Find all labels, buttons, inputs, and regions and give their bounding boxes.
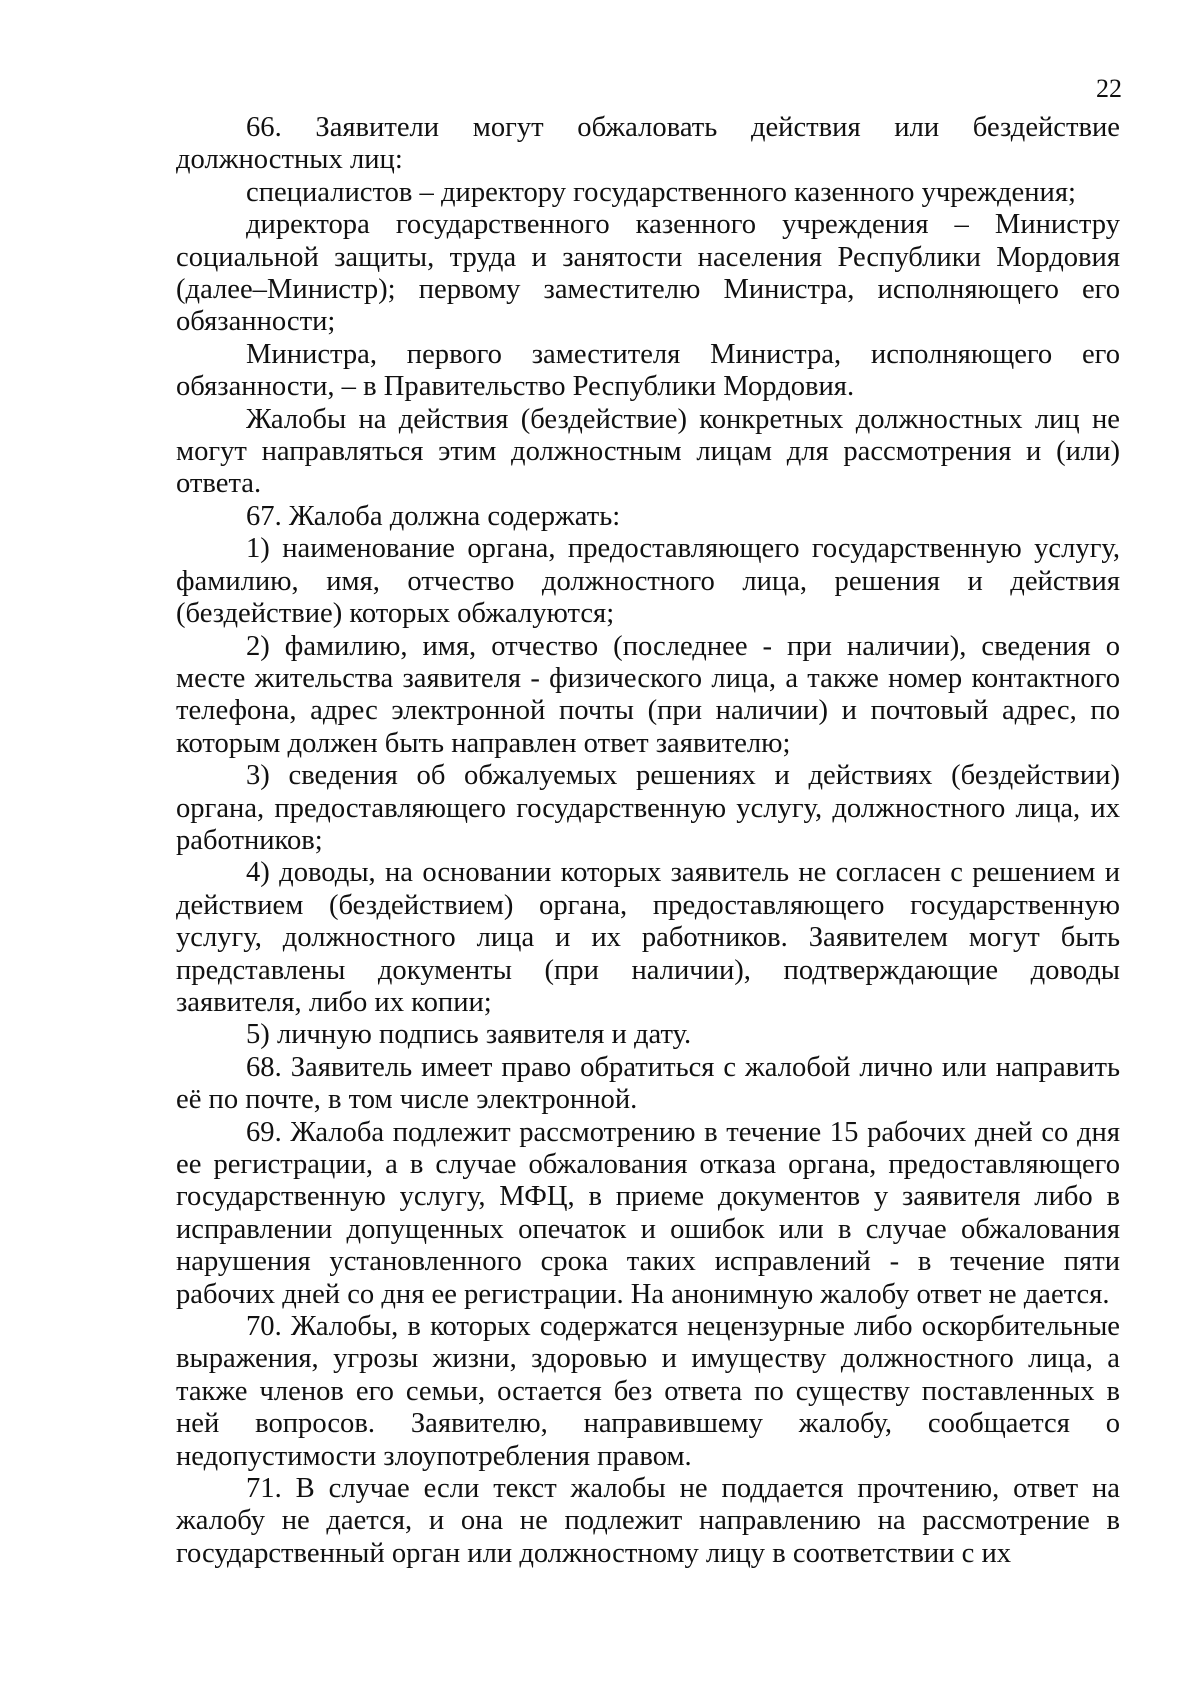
paragraph-67-item-2: 2) фамилию, имя, отчество (последнее - при наличии), сведения о месте жительства заявителя - физического лица, а также номер контактного телефона, адрес электронной почты (при наличии) и почтовый адрес, по которым должен быть направлен ответ заявителю; [176, 630, 1120, 759]
document-body [176, 112, 1120, 1570]
paragraph-66-specialists: специалистов – директору государственного казенного учреждения; [246, 176, 1076, 208]
paragraph-67-item-4: 4) доводы, на основании которых заявитель не согласен с решением и действием (бездействием) органа, предоставляющего государственную услугу, должностного лица и их работников. Заявителем могут быть представлены документы (при наличии), подтверждающие доводы заявителя, либо их копии; [176, 857, 1120, 1018]
paragraph-66-director: директора государственного казенного учреждения – Министру социальной защиты, труда и занятости населения Республики Мордовия (далее–Министр); первому заместителю Министра, исполняющего его обязанности; [176, 209, 1120, 338]
paragraph-66: 66. Заявители могут обжаловать действия или бездействие должностных лиц: [176, 112, 1120, 176]
paragraph-67-item-1: 1) наименование органа, предоставляющего государственную услугу, фамилию, имя, отчество должностного лица, решения и действия (бездействие) которых обжалуются; [176, 533, 1120, 630]
paragraph-67-item-5: 5) личную подпись заявителя и дату. [246, 1019, 692, 1051]
paragraph-66-minister: Министра, первого заместителя Министра, исполняющего его обязанности, – в Правительство Республики Мордовия. [176, 338, 1120, 403]
paragraph-70: 70. Жалобы, в которых содержатся нецензурные либо оскорбительные выражения, угрозы жизни, здоровью и имуществу должностного лица, а также членов его семьи, остается без ответа по существу поставленных в ней вопросов. Заявителю, направившему жалобу, сообщается о недопустимости злоупотребления правом. [176, 1311, 1120, 1472]
paragraph-67: 67. Жалоба должна содержать: [246, 500, 621, 532]
page-number: 22 [1096, 74, 1122, 103]
paragraph-66-restriction: Жалобы на действия (бездействие) конкретных должностных лиц не могут направляться этим должностным лицам для рассмотрения и (или) ответа. [176, 403, 1120, 500]
paragraph-71: 71. В случае если текст жалобы не поддается прочтению, ответ на жалобу не дается, и она не подлежит направлению на рассмотрение в государственный орган или должностному лицу в соответствии с их [176, 1473, 1120, 1569]
paragraph-68: 68. Заявитель имеет право обратиться с жалобой лично или направить её по почте, в том числе электронной. [176, 1051, 1120, 1116]
paragraph-67-item-3: 3) сведения об обжалуемых решениях и действиях (бездействии) органа, предоставляющего государственную услугу, должностного лица, их работников; [176, 760, 1120, 856]
paragraph-69: 69. Жалоба подлежит рассмотрению в течение 15 рабочих дней со дня ее регистрации, а в случае обжалования отказа органа, предоставляющего государственную услугу, МФЦ, в приеме документов у заявителя либо в исправлении допущенных опечаток и ошибок или в случае обжалования нарушения установленного срока таких исправлений - в течение пяти рабочих дней со дня ее регистрации. На анонимную жалобу ответ не дается. [176, 1116, 1120, 1310]
